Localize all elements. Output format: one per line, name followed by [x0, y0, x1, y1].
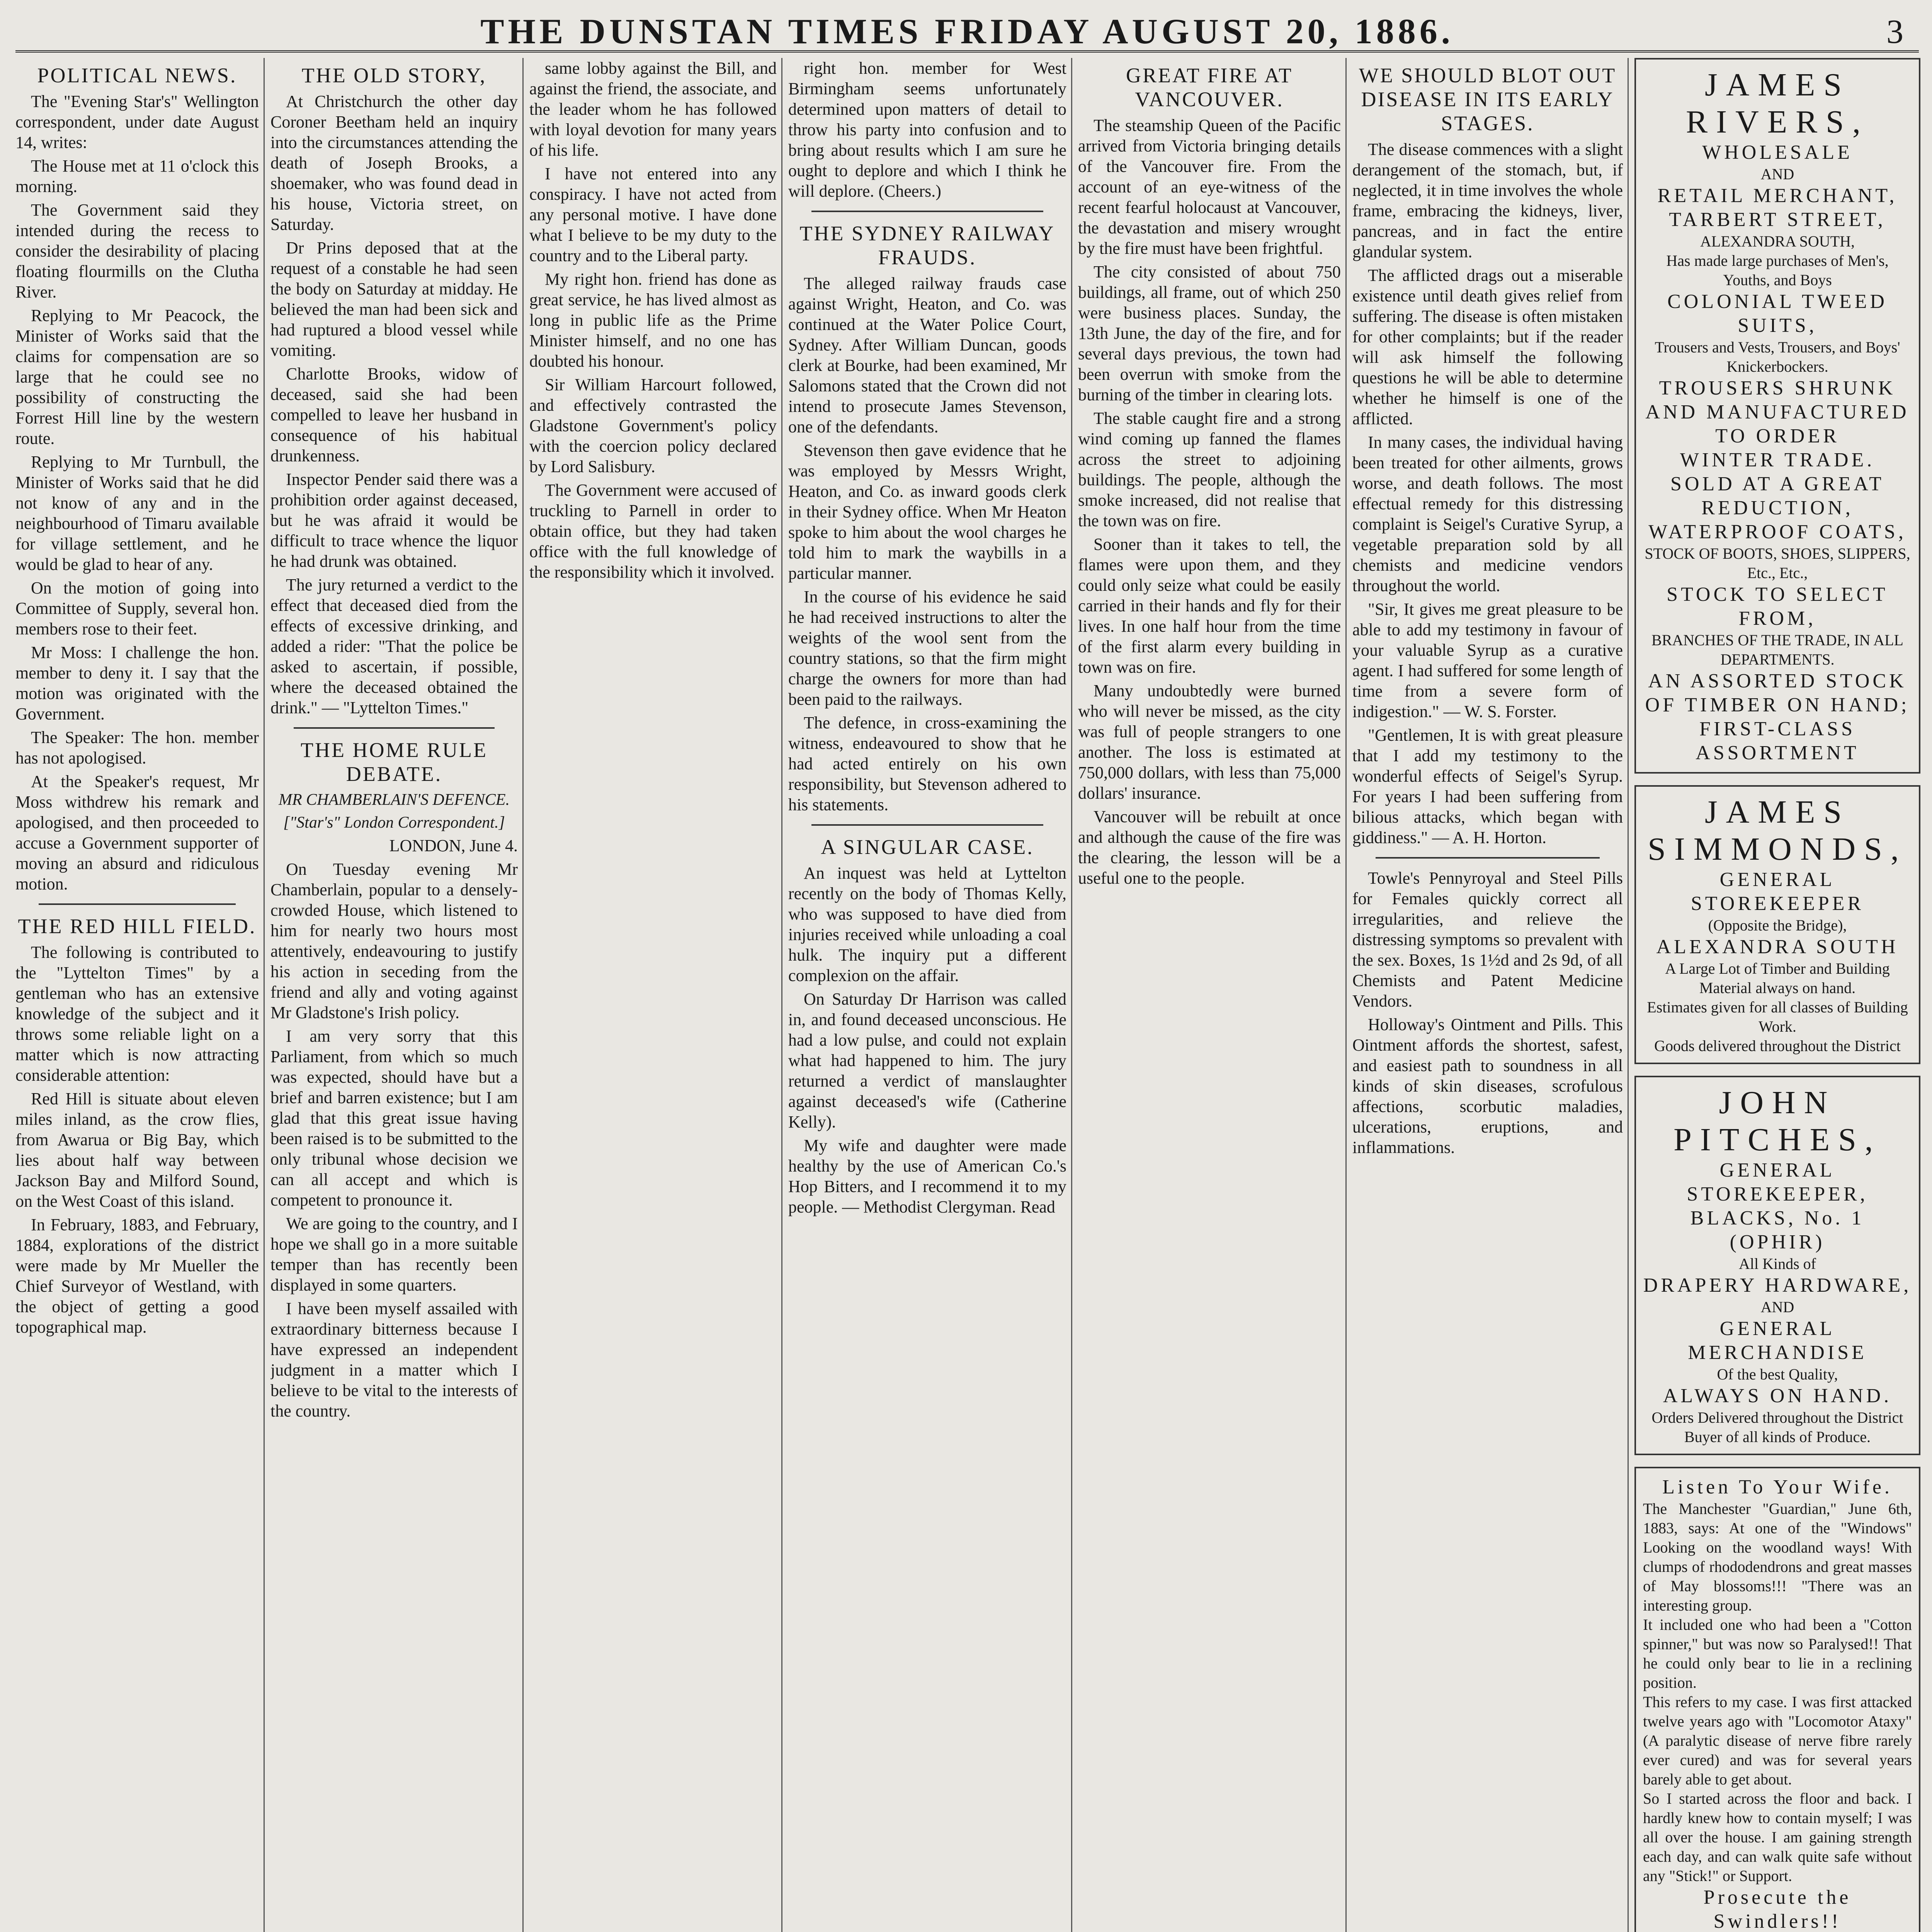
- ad-line: A Large Lot of Timber and Building Material always on hand.: [1665, 960, 1890, 997]
- section-rule: [811, 824, 1043, 826]
- article-paragraph: Sir William Harcourt followed, and effectively contrasted the Gladstone Government's policy with the coercion policy declared by Lord Salisbury.: [529, 375, 777, 476]
- ad-line: Buyer of all kinds of Produce.: [1684, 1428, 1871, 1446]
- article-heading-old-story: THE OLD STORY,: [301, 64, 487, 87]
- article-paragraph: The Government were accused of truckling to Parnell in order to obtain office, but they had taken office with the full knowledge of the responsibility which it involved.: [529, 481, 777, 582]
- article-paragraph: Dr Prins deposed that at the request of a constable he had seen the body on Saturday at midday. He believed the man had been sick and had ruptured a blood vessel while vomiting.: [270, 238, 518, 360]
- article-paragraph: The "Evening Star's" Wellington correspondent, under date August 14, writes:: [15, 92, 259, 152]
- article-paragraph: The steamship Queen of the Pacific arrived from Victoria bringing details of the Vancouver fire. From the account of an eye-witness of the recent fearful holocaust at Vancouver, the devastation and misery wrought by the fire must have been frightful.: [1078, 116, 1341, 258]
- article-heading-red-hill-field: THE RED HILL FIELD.: [18, 915, 257, 938]
- ad-line: AND: [1760, 165, 1794, 183]
- ad-line: Of the best Quality,: [1717, 1366, 1838, 1383]
- section-rule: [1376, 857, 1600, 859]
- masthead: [15, 4, 1919, 53]
- ad-line: Trousers and Vests, Trousers, and Boys' Knickerbockers.: [1655, 338, 1900, 375]
- article-paragraph: I am very sorry that this Parliament, from which so much was expected, should have but a brief and barren existence; but I am glad that this great issue having been raised is to be submitted to the only tribunal whose decision we can all accept and which is competent to pronounce it.: [270, 1027, 518, 1209]
- article-heading-home-rule-debate: THE HOME RULE DEBATE.: [301, 738, 488, 786]
- article-paragraph: In many cases, the individual having been treated for other ailments, grows worse, and death follows. The most effectual remedy for this distressing complaint is Seigel's Curative Syrup, a vegetable preparation sold by all chemists and medicine vendors throughout the world.: [1352, 433, 1623, 595]
- column-2: [270, 58, 518, 1932]
- article-paragraph: Stevenson then gave evidence that he was employed by Messrs Wright, Heaton, and Co. as inward goods clerk in their Sydney office. When Mr Heaton spoke to him about the wool charges he told him to mark the waybills in a particular manner.: [788, 441, 1066, 583]
- article-heading-singular-case: A SINGULAR CASE.: [821, 835, 1034, 859]
- article-paragraph: Sooner than it takes to tell, the flames were upon them, and they could only seize what could be easily carried in their hands and fly for their lives. In one half hour from the time of the first alarm every building in town was on fire.: [1078, 535, 1341, 677]
- section-rule: [39, 903, 236, 905]
- ad-line: DRAPERY HARDWARE,: [1643, 1274, 1912, 1296]
- ad-line: STOCK OF BOOTS, SHOES, SLIPPERS, Etc., Etc.,: [1645, 545, 1910, 582]
- article-paragraph: At Christchurch the other day Coroner Beetham held an inquiry into the circumstances attending the death of Joseph Brooks, a shoemaker, who was found dead in his house, Victoria street, on Saturday.: [270, 92, 518, 234]
- article-paragraph: Replying to Mr Peacock, the Minister of Works said that the claims for compensation are so large that he could see no possibility of constructing the Forrest Hill line by the western route.: [15, 306, 259, 448]
- article-subheading: MR CHAMBERLAIN'S DEFENCE.: [278, 791, 510, 809]
- advertisement-james-rivers: [1634, 58, 1920, 774]
- article-paragraph: Replying to Mr Turnbull, the Minister of Works said that he did not know of any and in the neighbourhood of Timaru available for village settlement, and he would be glad to hear of any.: [15, 452, 259, 574]
- ad-line: FIRST-CLASS ASSORTMENT: [1696, 718, 1859, 764]
- ad-paragraph: It included one who had been a "Cotton spinner," but was now so Paralysed!! That he could only bear to lie in a reclining position.: [1643, 1616, 1912, 1691]
- column-7-advertisements: [1634, 58, 1920, 1932]
- article-paragraph: In the course of his evidence he said he had received instructions to alter the weights of the wool sent from the country stations, so that the firm might charge the owners for more than had been paid to the railways.: [788, 587, 1066, 709]
- article-heading-blot-out-disease: WE SHOULD BLOT OUT DISEASE IN ITS EARLY STAGES.: [1359, 64, 1617, 135]
- article-paragraph: Mr Moss: I challenge the hon. member to deny it. I say that the motion was originated with the Government.: [15, 643, 259, 723]
- masthead-title: THE DUNSTAN TIMES FRIDAY AUGUST 20, 1886.: [480, 12, 1454, 51]
- article-paragraph: Vancouver will be rebuilt at once and although the cause of the fire was the clearing, the lesson will be a useful one to the people.: [1078, 807, 1341, 888]
- ad-line: WHOLESALE: [1702, 141, 1853, 163]
- article-paragraph: The stable caught fire and a strong wind coming up fanned the flames across the street to adjoining buildings. The people, although the smoke increased, did not realise that the town was on fire.: [1078, 409, 1341, 530]
- testimonial-paragraph: "Gentlemen, It is with great pleasure that I add my testimony to the wonderful effects of Seigel's Syrup. For years I had been suffering from bilious attacks, which began with giddiness." — A. H. Horton.: [1352, 726, 1623, 847]
- article-paragraph: The House met at 11 o'clock this morning.: [15, 156, 259, 196]
- advertiser-name: JAMES RIVERS,: [1686, 67, 1869, 140]
- article-paragraph: The alleged railway frauds case against Wright, Heaton, and Co. was continued at the Water Police Court, Sydney. After William Duncan, goods clerk at Bourke, had been examined, Mr Salomons stated that the Crown did not intend to prosecute James Stevenson, one of the defendants.: [788, 274, 1066, 436]
- ad-line: BRANCHES OF THE TRADE, IN ALL DEPARTMENTS.: [1651, 631, 1903, 668]
- page-number: 3: [1886, 13, 1903, 51]
- article-paragraph: On Saturday Dr Harrison was called in, and found deceased unconscious. He had a low pulse, and could not explain what had happened to him. The jury returned a verdict of manslaughter against deceased's wife (Catherine Kelly).: [788, 990, 1066, 1131]
- article-paragraph: The disease commences with a slight derangement of the stomach, but, if neglected, it in time involves the whole frame, embracing the kidneys, liver, pancreas, and in fact the entire glandular system.: [1352, 140, 1623, 261]
- article-paragraph: On the motion of going into Committee of Supply, several hon. members rose to their feet.: [15, 578, 259, 638]
- ad-heading: Listen To Your Wife.: [1662, 1476, 1893, 1498]
- ad-line: TROUSERS SHRUNK AND MANUFACTURED TO ORDER: [1645, 377, 1910, 447]
- advertisement-james-simmonds: [1634, 785, 1920, 1064]
- article-paragraph: We are going to the country, and I hope we shall go in a more suitable temper than has recently been displayed in some quarters.: [270, 1214, 518, 1294]
- ad-paragraph: So I started across the floor and back. I hardly knew how to contain myself; I was all over the house. I am gaining strength each day, and can walk quite safe without any "Stick!" or Support.: [1643, 1790, 1912, 1884]
- ad-line: BLACKS, No. 1 (OPHIR): [1690, 1207, 1865, 1253]
- column-6: [1352, 58, 1623, 1932]
- advertiser-name: JOHN PITCHES,: [1673, 1085, 1881, 1158]
- ad-line: COLONIAL TWEED SUITS,: [1667, 291, 1888, 337]
- article-paragraph: The afflicted drags out a miserable existence until death gives relief from suffering. The disease is often mistaken for other complaints; but if the reader will ask himself the following questions he will be able to determine whether he himself is one of the afflicted.: [1352, 266, 1623, 428]
- ad-line: ALEXANDRA SOUTH: [1656, 936, 1899, 958]
- advertisement-john-pitches: [1634, 1076, 1920, 1455]
- ad-line: RETAIL MERCHANT,: [1657, 185, 1898, 207]
- ad-subheading: Prosecute the Swindlers!!: [1703, 1886, 1852, 1932]
- article-paragraph: The following is contributed to the "Lyttelton Times" by a gentleman who has an extensive knowledge of the subject and it throws some reliable light on a matter which is now attracting considerable attention:: [15, 943, 259, 1085]
- article-paragraph: Inspector Pender said there was a prohibition order against deceased, but he was afraid it would be difficult to trace whence the liquor he had drunk was obtained.: [270, 470, 518, 571]
- ad-line: GENERAL STOREKEEPER,: [1687, 1159, 1868, 1205]
- ad-line: TARBERT STREET,: [1669, 209, 1886, 231]
- ad-paragraph: The Manchester "Guardian," June 6th, 1883, says: At one of the "Windows" Looking on the woodland ways! With clumps of rhododendrons and great masses of May blossoms!!! "There was an interesting group.: [1643, 1500, 1912, 1614]
- article-paragraph: The jury returned a verdict to the effect that deceased died from the effects of excessive drinking, and added a rider: "That the police be asked to ascertain, if possible, where the deceased obtained the drink." — "Lyttelton Times.": [270, 575, 518, 717]
- ad-line: AND: [1760, 1298, 1794, 1316]
- article-heading-great-fire-vancouver: GREAT FIRE AT VANCOUVER.: [1126, 64, 1293, 111]
- ad-line: GENERAL STOREKEEPER: [1690, 869, 1864, 915]
- ad-line: Goods delivered throughout the District: [1654, 1037, 1901, 1054]
- ad-line: ALWAYS ON HAND.: [1663, 1385, 1892, 1407]
- ad-line: All Kinds of: [1739, 1255, 1816, 1272]
- article-paragraph: The defence, in cross-examining the witness, endeavoured to show that he had acted entirely on his own responsibility, but Stevenson adhered to his statements.: [788, 713, 1066, 814]
- column-divider: [522, 58, 524, 1932]
- advertisement-paragraph: Holloway's Ointment and Pills. This Ointment affords the shortest, safest, and easiest path to soundness in all kinds of skin diseases, scrofulous affections, scorbutic maladies, ulcerations, eruptions, and inflammations.: [1352, 1015, 1623, 1157]
- article-paragraph: My wife and daughter were made healthy by the use of American Co.'s Hop Bitters, and I recommend it to my people. — Methodist Clergyman. Read: [788, 1136, 1066, 1216]
- column-divider: [1628, 58, 1629, 1932]
- article-paragraph: On Tuesday evening Mr Chamberlain, popular to a densely-crowded House, which listened to him for nearly two hours most attentively, endeavouring to justify his action in seceding from the friend and ally and voting against Mr Gladstone's Irish policy.: [270, 860, 518, 1022]
- article-paragraph: I have not entered into any conspiracy. I have not acted from any personal motive. I have done what I believe to be my duty to the country and to the Liberal party.: [529, 164, 777, 265]
- ad-line: (Opposite the Bridge),: [1708, 917, 1847, 934]
- column-4: [788, 58, 1066, 1932]
- column-1: [15, 58, 259, 1932]
- article-heading-political-news: POLITICAL NEWS.: [37, 64, 237, 87]
- column-divider: [1345, 58, 1347, 1932]
- article-paragraph: In February, 1883, and February, 1884, explorations of the district were made by Mr Mueller the Chief Surveyor of Westland, with the object of getting a good topographical map.: [15, 1215, 259, 1337]
- column-5: [1078, 58, 1341, 1932]
- column-divider: [1071, 58, 1072, 1932]
- article-paragraph: The Speaker: The hon. member has not apologised.: [15, 728, 259, 767]
- column-divider: [264, 58, 265, 1932]
- section-rule: [294, 727, 495, 729]
- ad-line: Has made large purchases of Men's, Youths, and Boys: [1666, 252, 1889, 289]
- column-3: [529, 58, 777, 1932]
- testimonial-paragraph: "Sir, It gives me great pleasure to be able to add my testimony in favour of your valuable Syrup as a curative agent. I had suffered for some length of time from a severe form of indigestion." — W. S. Forster.: [1352, 600, 1623, 721]
- ad-line: ALEXANDRA SOUTH,: [1700, 233, 1855, 250]
- article-paragraph: Charlotte Brooks, widow of deceased, said she had been compelled to leave her husband in consequence of his habitual drunkenness.: [270, 364, 518, 465]
- ad-line: WINTER TRADE.: [1680, 449, 1875, 471]
- article-paragraph: right hon. member for West Birmingham seems unfortunately determined upon matters of detail to throw his party into confusion and to bring about results which I am sure he ought to deplore and which I think he will deplore. (Cheers.): [788, 59, 1066, 201]
- ad-line: SOLD AT A GREAT REDUCTION,: [1670, 473, 1884, 519]
- section-rule: [811, 211, 1043, 212]
- article-paragraph: My right hon. friend has done as great service, he has lived almost as long in public life as the Prime Minister himself, and no one has doubted his honour.: [529, 270, 777, 371]
- article-paragraph: Red Hill is situate about eleven miles inland, as the crow flies, from Awarua or Big Bay, which lies about half way between Jackson Bay and Milford Sound, on the West Coast of this island.: [15, 1089, 259, 1211]
- article-paragraph: The city consisted of about 750 buildings, all frame, out of which 250 were business places. Sunday, the 13th June, the day of the fire, and for several days previous, the town had been overrun with smoke from the burning of the timber in clearing lots.: [1078, 262, 1341, 404]
- article-paragraph: same lobby against the Bill, and against the friend, the associate, and the leader whom he has followed with loyal devotion for many years of his life.: [529, 59, 777, 160]
- ad-line: STOCK TO SELECT FROM,: [1667, 583, 1888, 629]
- article-dateline: LONDON, June 4.: [389, 836, 518, 855]
- article-paragraph: The Government said they intended during the recess to consider the desirability of placing floating flourmills on the Clutha River.: [15, 201, 259, 301]
- article-credit: ["Star's" London Correspondent.]: [283, 814, 505, 832]
- advertisement-paragraph: Towle's Pennyroyal and Steel Pills for Females quickly correct all irregularities, and relieve the distressing symptoms so prevalent with the sex. Boxes, 1s 1½d and 2s 9d, of all Chemists and Patent Medicine Vendors.: [1352, 869, 1623, 1010]
- ad-line: GENERAL MERCHANDISE: [1688, 1318, 1867, 1364]
- ad-line: WATERPROOF COATS,: [1648, 521, 1906, 543]
- ad-paragraph: This refers to my case. I was first attacked twelve years ago with "Locomotor Ataxy" (A paralytic disease of nerve fibre rarely ever cured) and was for several years barely able to get about.: [1643, 1693, 1912, 1788]
- article-paragraph: At the Speaker's request, Mr Moss withdrew his remark and apologised, and then proceeded to accuse a Government supporter of moving an absurd and ridiculous motion.: [15, 772, 259, 893]
- advertiser-name: JAMES SIMMONDS,: [1648, 794, 1907, 867]
- article-paragraph: Many undoubtedly were burned who will never be missed, as the city was full of people strangers to one another. The loss is estimated at 750,000 dollars, with less than 75,000 dollars' insurance.: [1078, 681, 1341, 803]
- column-divider: [781, 58, 782, 1932]
- advertisement-hop-bitters: [1634, 1467, 1920, 1932]
- ad-line: AN ASSORTED STOCK OF TIMBER ON HAND;: [1645, 670, 1910, 716]
- ad-line: Estimates given for all classes of Building Work.: [1647, 998, 1908, 1035]
- article-paragraph: I have been myself assailed with extraordinary bitterness because I have expressed an independent judgment in a matter which I believe to be vital to the interests of the country.: [270, 1299, 518, 1420]
- article-heading-sydney-railway-frauds: THE SYDNEY RAILWAY FRAUDS.: [799, 222, 1055, 269]
- article-paragraph: An inquest was held at Lyttelton recently on the body of Thomas Kelly, who was supposed to have died from injuries received while unloading a coal hulk. The inquiry put a different complexion on the affair.: [788, 864, 1066, 985]
- ad-line: Orders Delivered throughout the District: [1651, 1409, 1903, 1426]
